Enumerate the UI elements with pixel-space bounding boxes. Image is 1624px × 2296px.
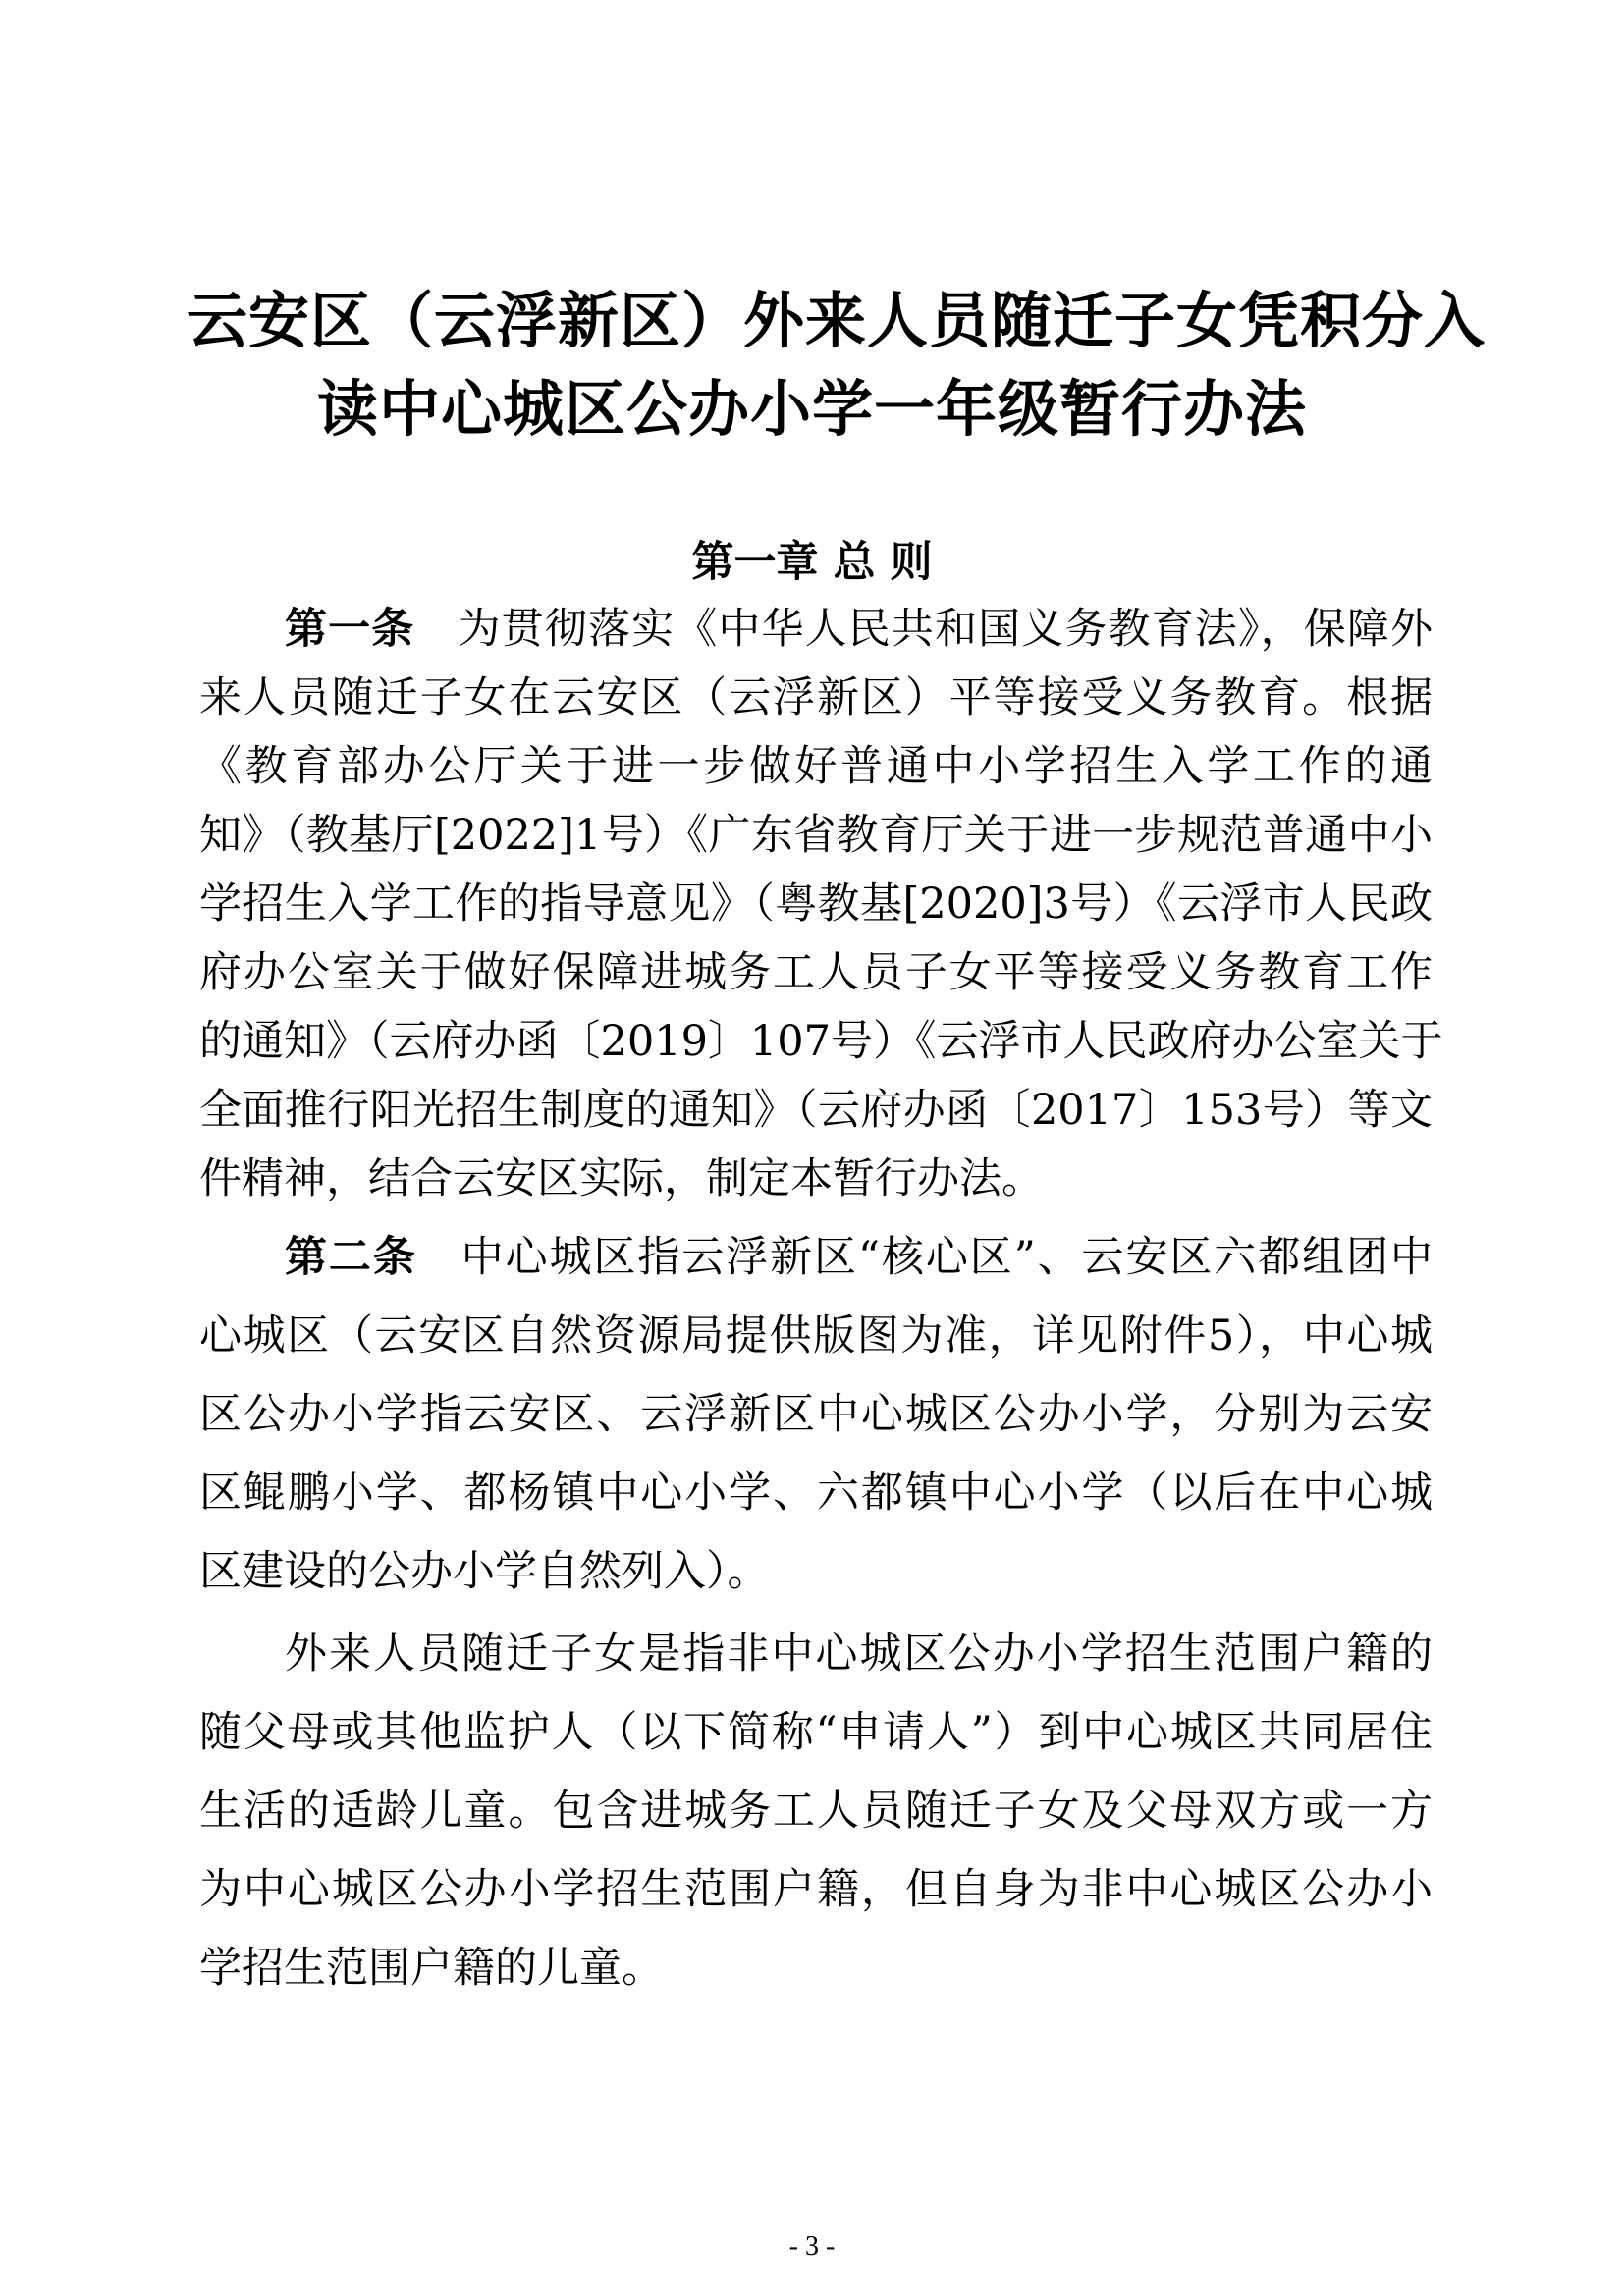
paragraph-3-text-line: 生活的适龄儿童。包含进城务工人员随迁子女及父母双方或一方: [199, 1787, 1433, 1836]
article-1-text-line: 的通知》（云府办函〔2019〕107号）《云浮市人民政府办公室关于: [199, 1017, 1443, 1066]
article-1-text-line: 府办公室关于做好保障进城务工人员子女平等接受义务教育工作: [199, 948, 1433, 997]
article-1-text-line: 件精神，结合云安区实际，制定本暂行办法。: [199, 1154, 1044, 1203]
article-1-text-line: 知》（教基厅[2022]1号）《广东省教育厅关于进一步规范普通中小: [199, 811, 1433, 860]
chapter-heading: 第一章 总 则: [691, 538, 933, 587]
article-1-text-line: 为贯彻落实《中华人民共和国义务教育法》，保障外: [457, 605, 1434, 654]
article-1-first-line: [285, 595, 1433, 664]
paragraph-3-text-line: 为中心城区公办小学招生范围户籍，但自身为非中心城区公办小: [199, 1865, 1433, 1914]
paragraph-3-text-line: 随父母或其他监护人（以下简称“申请人”）到中心城区共同居住: [199, 1708, 1433, 1757]
article-2-label: 第二条: [285, 1233, 417, 1282]
document-title-line-2: 读中心城区公办小学一年级暂行办法: [316, 373, 1307, 445]
paragraph-3-text-line: 学招生范围户籍的儿童。: [199, 1944, 664, 1993]
article-2-text-line: 中心城区指云浮新区“核心区”、云安区六都组团中: [459, 1233, 1434, 1282]
article-1-text-line: 《教育部办公厅关于进一步做好普通中小学招生入学工作的通: [199, 742, 1433, 791]
document-title-line-1: 云安区（云浮新区）外来人员随迁子女凭积分入: [187, 285, 1487, 356]
article-1-text-line: 学招生入学工作的指导意见》（粤教基[2020]3号）《云浮市人民政: [199, 880, 1433, 929]
article-2-text-line: 心城区（云安区自然资源局提供版图为准，详见附件5），中心城: [199, 1311, 1433, 1361]
article-1-text-line: 全面推行阳光招生制度的通知》（云府办函〔2017〕153号）等文: [199, 1086, 1433, 1135]
page-number: - 3 -: [788, 2231, 836, 2262]
article-2-text-line: 区鲲鹏小学、都杨镇中心小学、六都镇中心小学（以后在中心城: [199, 1468, 1433, 1518]
article-2-first-line: [285, 1223, 1433, 1292]
paragraph-3-text-line: 外来人员随迁子女是指非中心城区公办小学招生范围户籍的: [285, 1629, 1433, 1679]
article-2-text-line: 区公办小学指云安区、云浮新区中心城区公办小学，分别为云安: [199, 1390, 1433, 1439]
article-1-text-line: 来人员随迁子女在云安区（云浮新区）平等接受义务教育。根据: [199, 673, 1433, 722]
article-2-text-line: 区建设的公办小学自然列入）。: [199, 1547, 770, 1596]
article-1-label: 第一条: [285, 605, 415, 654]
